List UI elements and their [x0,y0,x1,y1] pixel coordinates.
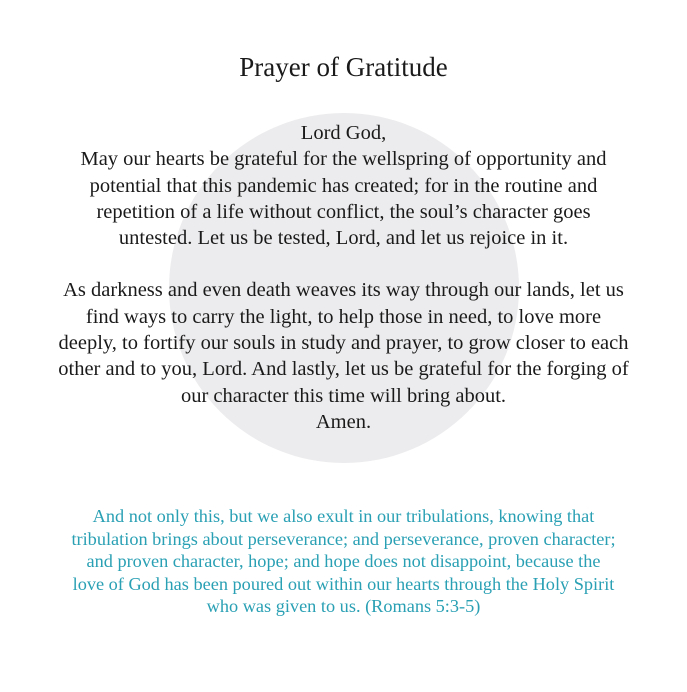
prayer-line: other and to you, Lord. And lastly, let us be grateful for the forging of [58,358,629,381]
verse-line: tribulation brings about perseverance; and perseverance, proven character; [71,528,616,549]
prayer-line: potential that this pandemic has created; for in the routine and [89,174,598,197]
prayer-line: May our hearts be grateful for the wellspring of opportunity and [80,148,607,171]
paragraph-gap [30,251,657,277]
verse-line: who was given to us. (Romans 5:3-5) [206,596,481,617]
scripture-verse [40,505,647,618]
page-title: Prayer of Gratitude [239,52,448,82]
prayer-line: untested. Let us be tested, Lord, and let us rejoice in it. [118,227,569,250]
prayer-line: repetition of a life without conflict, the soul’s character goes [96,200,591,223]
prayer-line: our character this time will bring about. [180,384,507,407]
prayer-line: As darkness and even death weaves its way through our lands, let us [63,279,624,302]
prayer-closing: Amen. [315,410,372,433]
prayer-line: find ways to carry the light, to help those in need, to love more [85,305,602,328]
prayer-text [30,120,657,435]
verse-line: And not only this, but we also exult in our tribulations, knowing that [92,506,595,526]
verse-line: and proven character, hope; and hope does not disappoint, because the [86,551,601,572]
prayer-salutation: Lord God, [300,122,387,144]
verse-line: love of God has been poured out within our hearts through the Holy Spirit [72,573,615,594]
prayer-line: deeply, to fortify our souls in study and prayer, to grow closer to each [58,332,629,355]
